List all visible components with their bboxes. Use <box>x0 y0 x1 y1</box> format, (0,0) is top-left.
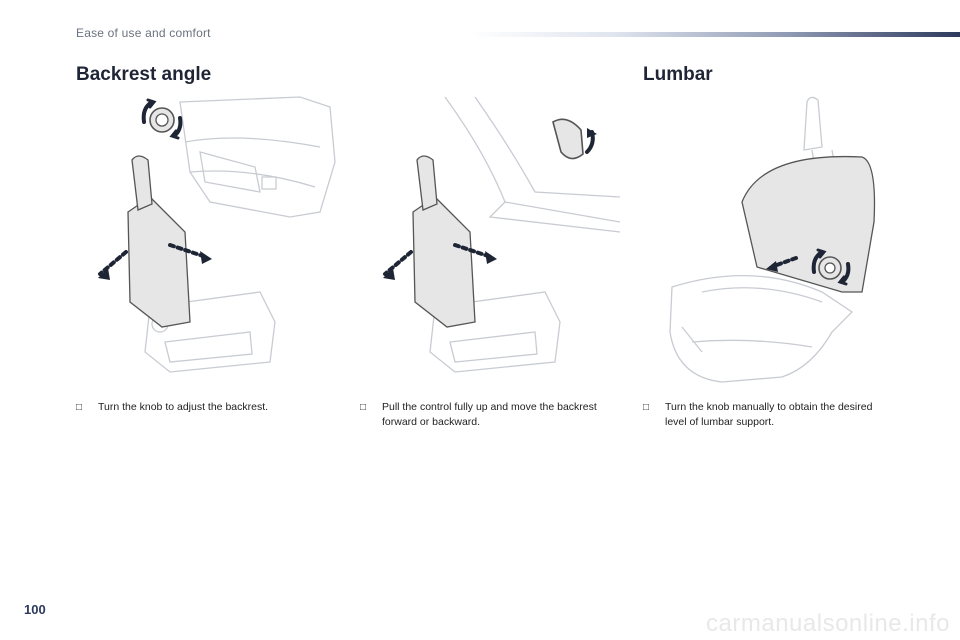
lumbar-knob-icon <box>819 257 841 279</box>
lumbar-knob-illustration <box>662 92 882 397</box>
page-number: 100 <box>24 602 46 617</box>
watermark: carmanualsonline.info <box>706 610 950 637</box>
checkbox-bullet-icon: □ <box>360 402 367 413</box>
lumbar-title: Lumbar <box>643 64 713 85</box>
rotary-knob-icon <box>150 108 174 132</box>
step-text: Turn the knob manually to obtain the desired level of lumbar support. <box>665 401 873 428</box>
lever-handle-icon <box>553 119 583 158</box>
step-backrest-lever <box>360 400 600 430</box>
checkbox-bullet-icon: □ <box>643 402 650 413</box>
backrest-angle-title: Backrest angle <box>76 64 212 85</box>
backrest-lever-illustration <box>375 92 625 382</box>
step-text: Pull the control fully up and move the backrest forward or backward. <box>382 401 597 428</box>
step-text: Turn the knob to adjust the backrest. <box>98 401 269 413</box>
section-header: Ease of use and comfort <box>76 26 211 40</box>
step-lumbar-knob <box>643 400 883 430</box>
step-backrest-knob <box>76 400 326 415</box>
backrest-knob-illustration <box>90 92 340 382</box>
checkbox-bullet-icon: □ <box>76 402 83 413</box>
header-gradient-bar <box>468 32 960 37</box>
